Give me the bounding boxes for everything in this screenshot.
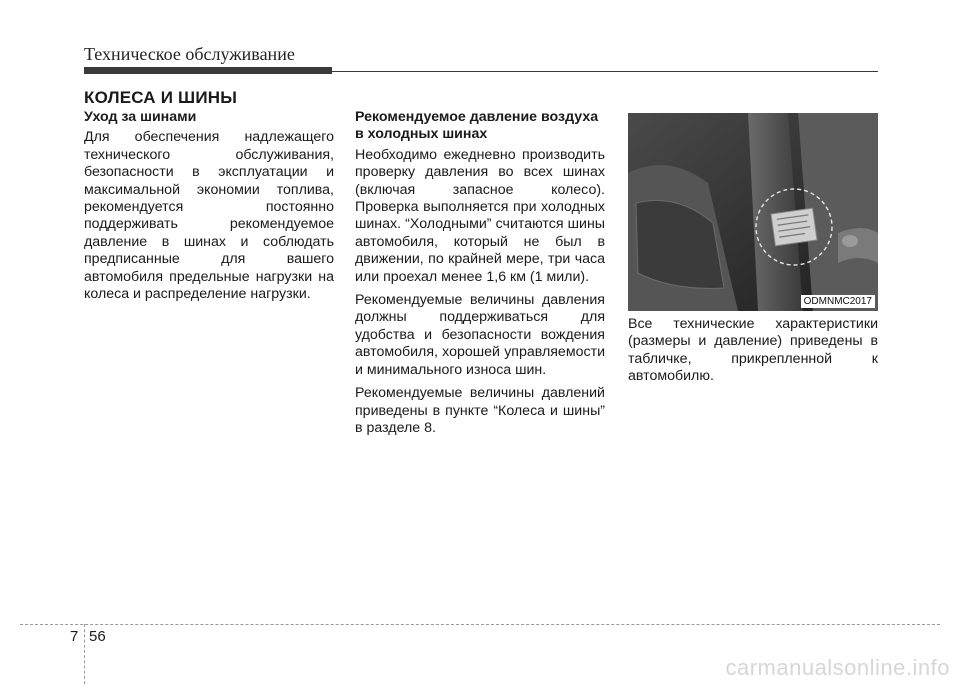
footer-rule bbox=[20, 624, 940, 625]
photo-code-label: ODMNMC2017 bbox=[801, 295, 875, 308]
header-rule bbox=[332, 71, 878, 72]
page-number: 56 bbox=[89, 628, 106, 645]
column-tire-care bbox=[84, 109, 334, 309]
page-header-title: Техническое обслуживание bbox=[84, 44, 295, 64]
specifications-paragraph: Все технические характеристики (размеры и давление) приведены в табличке, прикрепленной к автомобилю. bbox=[628, 316, 878, 385]
cold-tire-pressure-paragraph-2: Рекомендуемые величины давления должны поддерживаться для удобства и безопасности вождения автомобиля, хорошей управляемости и минимального износа шин. bbox=[355, 292, 605, 378]
cold-tire-pressure-paragraph-3: Рекомендуемые величины давлений приведены в пункте “Колеса и шины” в разделе 8. bbox=[355, 385, 605, 436]
watermark: carmanualsonline.info bbox=[725, 655, 950, 680]
cold-tire-pressure-heading: Рекомендуемое давление воздуха в холодных шинах bbox=[355, 109, 599, 143]
column-cold-tire-pressure bbox=[355, 109, 605, 443]
cold-tire-pressure-paragraph-1: Необходимо ежедневно производить проверку давления во всех шинах (включая запасное колесо). Проверка выполняется при холодных шинах. “Холодными” считаются шины автомобиля, который не был в движении, по крайней мере, три часа или проехал менее 1,6 км (1 мили). bbox=[355, 146, 605, 285]
section-title: КОЛЕСА И ШИНЫ bbox=[84, 88, 238, 107]
footer-divider bbox=[84, 624, 85, 684]
tire-care-heading: Уход за шинами bbox=[84, 109, 197, 125]
door-pillar-photo bbox=[628, 113, 878, 311]
header-bar bbox=[84, 67, 332, 74]
door-pillar-illustration bbox=[628, 113, 878, 311]
column-specifications bbox=[628, 316, 878, 392]
chapter-number: 7 bbox=[70, 628, 79, 645]
tire-care-paragraph: Для обеспечения надлежащего технического обслуживания, безопасности в эксплуатации и максимальной экономии топлива, рекомендуется постоянно поддерживать рекомендуемое давление в шинах и соблюдать предписанные для вашего автомобиля предельные нагрузки на колеса и распределение нагрузки. bbox=[84, 129, 334, 303]
